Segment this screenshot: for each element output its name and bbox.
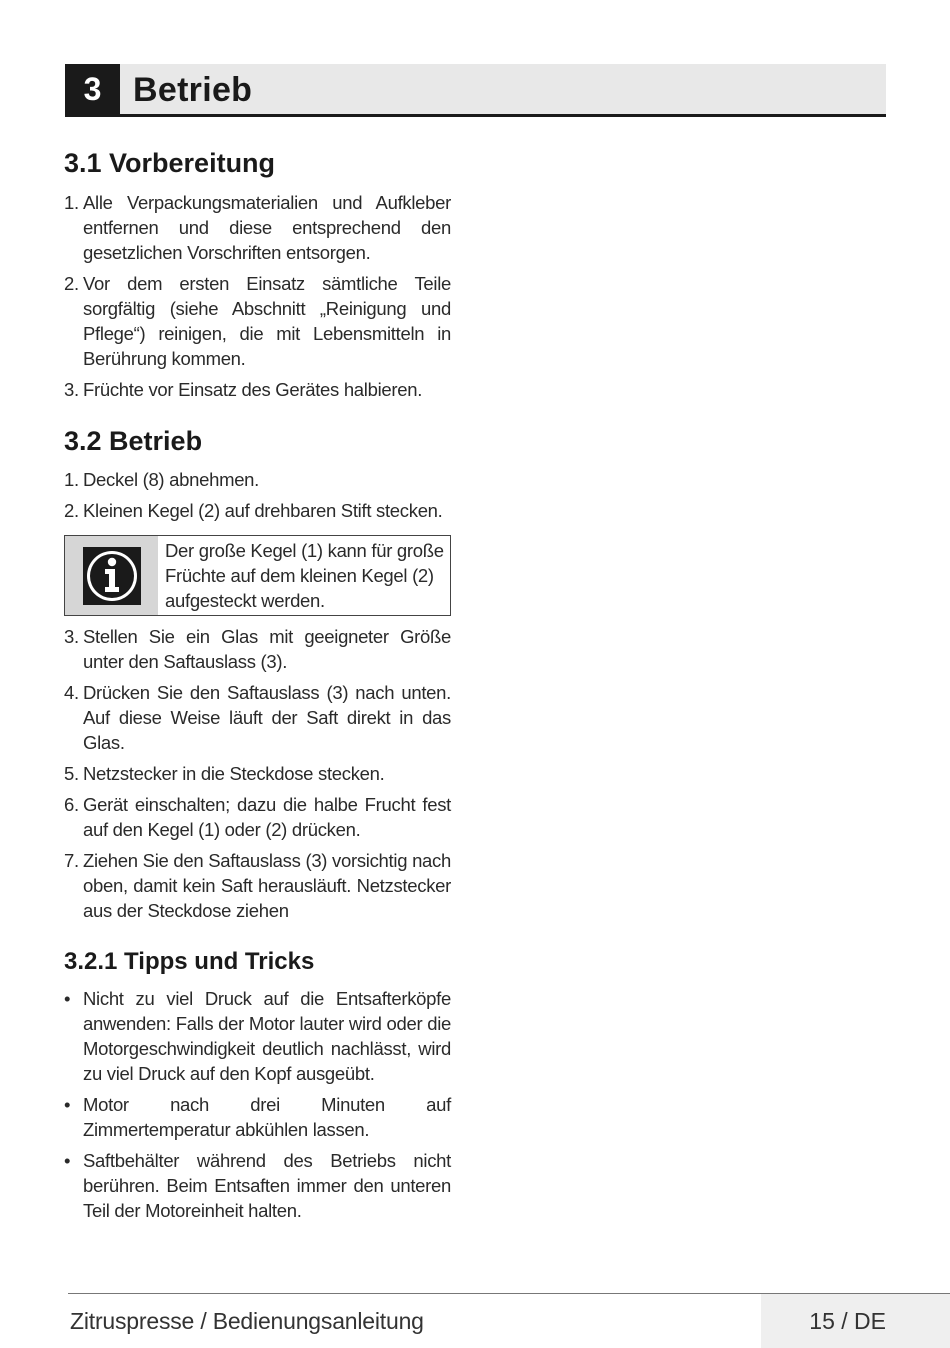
- list-item-text: Kleinen Kegel (2) auf drehbaren Stift stecken.: [83, 500, 443, 521]
- list-item-text: Netzstecker in die Steckdose stecken.: [83, 763, 385, 784]
- list-item: [64, 1148, 451, 1223]
- list-marker: 3.: [64, 626, 79, 647]
- list-item: [64, 190, 451, 265]
- list-item-text: Deckel (8) abnehmen.: [83, 469, 260, 490]
- info-note-text: Der große Kegel (1) kann für große Früchte auf dem kleinen Kegel (2) aufgesteckt werden.: [165, 540, 444, 611]
- list-marker: 3.: [64, 379, 79, 400]
- section-heading-vorbereitung: 3.1 Vorbereitung: [64, 148, 276, 178]
- info-icon: [83, 547, 141, 605]
- list-item: [64, 467, 451, 492]
- tips-list: [64, 986, 451, 1229]
- bullet-marker: •: [64, 988, 71, 1009]
- list-item-text: Früchte vor Einsatz des Gerätes halbieren.: [83, 379, 423, 400]
- list-item-text: Alle Verpackungsmaterialien und Aufkleber entfernen und diese entsprechend den gesetzlichen Vorschriften entsorgen.: [83, 192, 451, 263]
- list-item: [64, 271, 451, 371]
- list-item-text: Stellen Sie ein Glas mit geeigneter Größe unter den Saftauslass (3).: [83, 626, 451, 672]
- list-marker: 2.: [64, 273, 79, 294]
- list-item: [64, 377, 451, 402]
- list-item-text: Gerät einschalten; dazu die halbe Frucht fest auf den Kegel (1) oder (2) drücken.: [83, 794, 451, 840]
- list-marker: 1.: [64, 192, 79, 213]
- list-item-text: Motor nach drei Minuten auf Zimmertemperatur abkühlen lassen.: [83, 1094, 451, 1140]
- list-marker: 1.: [64, 469, 79, 490]
- list-item-text: Vor dem ersten Einsatz sämtliche Teile sorgfältig (siehe Abschnitt „Reinigung und Pflege“) reinigen, die mit Lebensmitteln in Berührung kommen.: [83, 273, 451, 369]
- info-icon-cell: [65, 536, 158, 615]
- operation-list-a: [64, 467, 451, 529]
- list-item: [64, 986, 451, 1086]
- list-item: [64, 624, 451, 674]
- footer-document-title: Zitruspresse / Bedienungsanleitung: [70, 1308, 424, 1334]
- list-item: [64, 680, 451, 755]
- list-marker: 2.: [64, 500, 79, 521]
- list-marker: 5.: [64, 763, 79, 784]
- bullet-marker: •: [64, 1094, 71, 1115]
- list-item: [64, 1092, 451, 1142]
- section-heading-betrieb: 3.2 Betrieb: [64, 426, 203, 456]
- list-item: [64, 498, 451, 523]
- list-item-text: Nicht zu viel Druck auf die Entsafterköpfe anwenden: Falls der Motor lauter wird oder die Motorgeschwindigkeit deutlich nachlässt, wird zu viel Druck auf den Kopf ausgeübt.: [83, 988, 451, 1084]
- chapter-number: 3: [65, 64, 120, 114]
- bullet-marker: •: [64, 1150, 71, 1171]
- list-marker: 4.: [64, 682, 79, 703]
- prep-list: [64, 190, 451, 408]
- list-item-text: Drücken Sie den Saftauslass (3) nach unten. Auf diese Weise läuft der Saft direkt in das Glas.: [83, 682, 451, 753]
- list-marker: 7.: [64, 850, 79, 871]
- list-item-text: Saftbehälter während des Betriebs nicht berühren. Beim Entsaften immer den unteren Teil der Motoreinheit halten.: [83, 1150, 451, 1221]
- list-item: [64, 848, 451, 923]
- section-heading-tipps: 3.2.1 Tipps und Tricks: [64, 948, 315, 975]
- footer-page-number: 15 / DE: [809, 1308, 886, 1334]
- chapter-title: Betrieb: [133, 71, 253, 109]
- chapter-header: [65, 64, 886, 117]
- list-item: [64, 761, 451, 786]
- operation-list-b: [64, 624, 451, 929]
- list-item-text: Ziehen Sie den Saftauslass (3) vorsichtig nach oben, damit kein Saft herausläuft. Netzstecker aus der Steckdose ziehen: [83, 850, 451, 921]
- info-note: [64, 535, 451, 616]
- list-marker: 6.: [64, 794, 79, 815]
- list-item: [64, 792, 451, 842]
